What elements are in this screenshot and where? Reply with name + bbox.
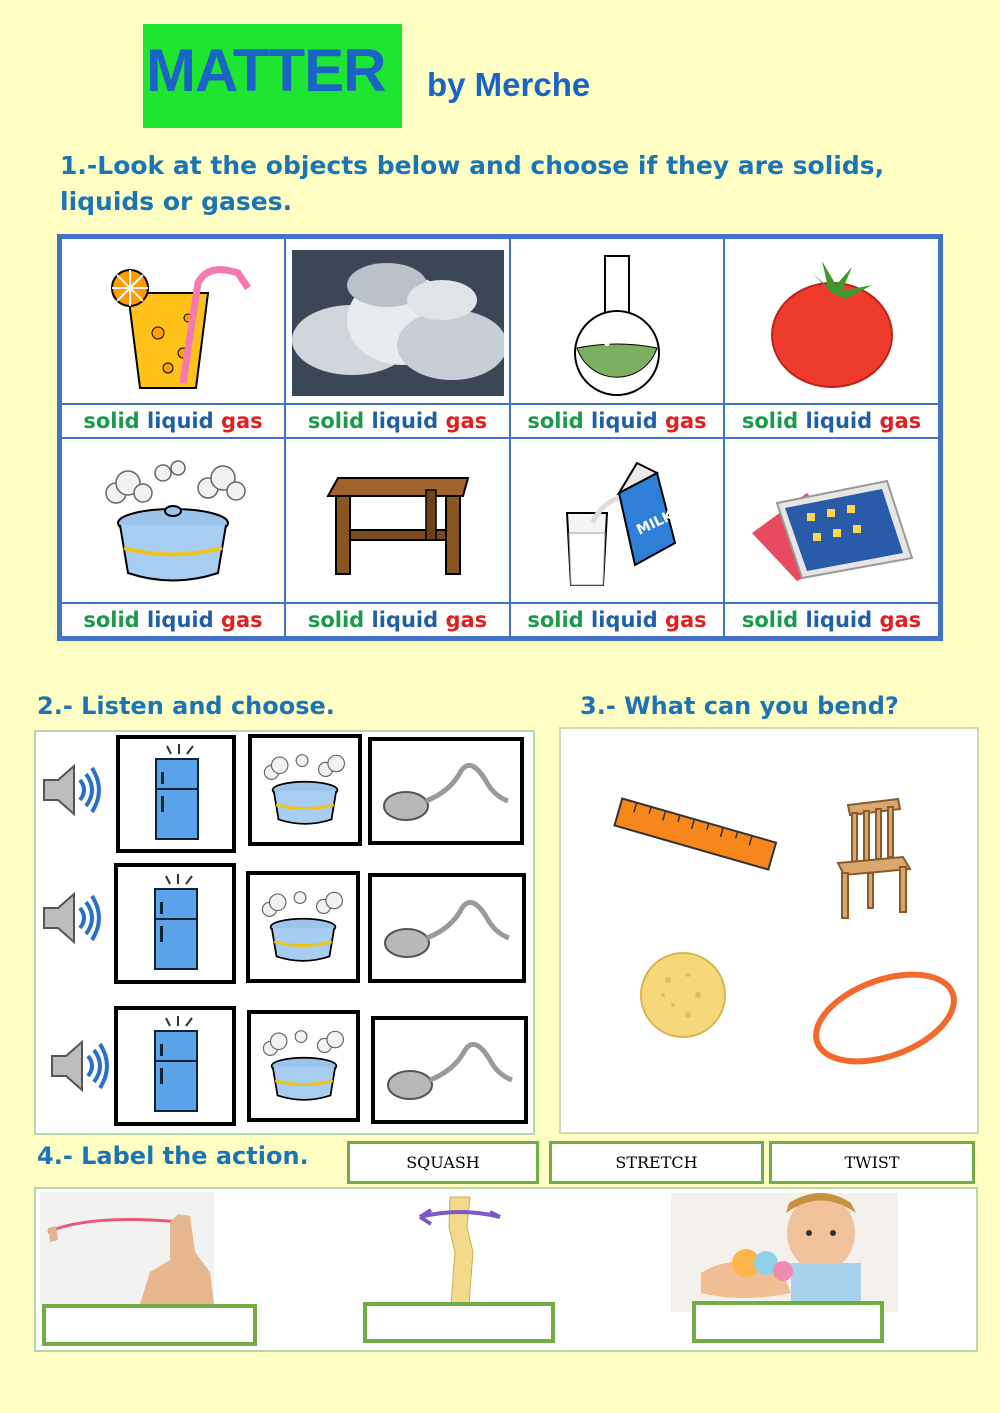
option-liquid[interactable]: liquid: [591, 608, 658, 632]
word-twist[interactable]: TWIST: [769, 1141, 975, 1184]
clouds-icon: [286, 239, 509, 407]
word-stretch[interactable]: STRETCH: [549, 1141, 764, 1184]
option-gas[interactable]: gas: [664, 409, 707, 433]
q1-cell-tablet: [723, 437, 940, 638]
option-solid[interactable]: solid: [741, 409, 799, 433]
squashing-clay-picture: [671, 1193, 898, 1312]
q3-panel: [559, 727, 979, 1134]
q3-instruction: 3.- What can you bend?: [580, 692, 899, 720]
q1-instruction: 1.-Look at the objects below and choose if they are solids, liquids or gases.: [60, 151, 885, 216]
q1-options[interactable]: [286, 403, 509, 437]
option-gas[interactable]: gas: [664, 608, 707, 632]
answer-field-1[interactable]: [42, 1304, 257, 1346]
option-liquid[interactable]: liquid: [371, 608, 439, 632]
choice-spoon[interactable]: [368, 737, 524, 845]
q1-options[interactable]: [725, 403, 938, 437]
option-liquid[interactable]: liquid: [805, 409, 873, 433]
fridge-icon: [141, 744, 211, 844]
bent-spoon-icon: [376, 751, 516, 831]
answer-field-3[interactable]: [692, 1301, 884, 1343]
bent-spoon-icon: [380, 1030, 520, 1110]
speaker-icon[interactable]: [48, 1038, 112, 1098]
choice-spoon[interactable]: [371, 1016, 528, 1124]
page-title: MATTER: [146, 37, 386, 104]
q1-cell-flask: [509, 237, 725, 439]
q1-cell-milk: [509, 437, 725, 638]
flask-icon: [511, 239, 723, 407]
q1-options[interactable]: [286, 602, 509, 636]
option-solid[interactable]: solid: [83, 409, 140, 433]
option-gas[interactable]: gas: [445, 409, 488, 433]
speaker-icon[interactable]: [40, 890, 104, 950]
q1-options[interactable]: [62, 403, 284, 437]
twisting-strip-picture: [395, 1192, 528, 1304]
option-solid[interactable]: solid: [527, 608, 584, 632]
fridge-icon: [140, 874, 210, 974]
steaming-pot-icon: [253, 882, 353, 972]
steaming-pot-icon: [254, 1021, 354, 1111]
q1-cell-table: [284, 437, 511, 638]
milk-icon: [511, 439, 723, 607]
option-liquid[interactable]: liquid: [147, 409, 214, 433]
tablet-icon: [725, 439, 938, 607]
q1-cell-clouds: [284, 237, 511, 439]
option-solid[interactable]: solid: [741, 608, 799, 632]
answer-field-2[interactable]: [363, 1302, 555, 1343]
choice-fridge[interactable]: [116, 735, 236, 853]
byline: by Merche: [427, 66, 591, 103]
speaker-icon[interactable]: [40, 762, 104, 822]
option-solid[interactable]: solid: [527, 409, 584, 433]
option-liquid[interactable]: liquid: [371, 409, 439, 433]
option-solid[interactable]: solid: [83, 608, 140, 632]
q4-instruction: 4.- Label the action.: [37, 1142, 309, 1170]
choice-pot[interactable]: [247, 1010, 360, 1122]
bent-spoon-icon: [377, 888, 517, 968]
option-liquid[interactable]: liquid: [591, 409, 658, 433]
option-gas[interactable]: gas: [445, 608, 488, 632]
word-squash[interactable]: SQUASH: [347, 1141, 539, 1184]
q1-options[interactable]: [511, 602, 723, 636]
svg-text:MILK: MILK: [634, 507, 677, 539]
fridge-icon: [140, 1016, 210, 1116]
q1-options[interactable]: [511, 403, 723, 437]
option-gas[interactable]: gas: [879, 409, 922, 433]
juice-glass-icon: [62, 239, 284, 407]
q1-grid: [57, 234, 943, 641]
q1-cell-juice: [60, 237, 286, 439]
option-gas[interactable]: gas: [220, 608, 263, 632]
table-icon: [286, 439, 509, 607]
chair-icon[interactable]: [828, 795, 918, 924]
choice-pot[interactable]: [248, 734, 362, 846]
rubber-band-icon[interactable]: [805, 968, 965, 1072]
steaming-pot-icon: [255, 745, 355, 835]
tomato-icon: [725, 239, 938, 407]
q2-instruction: 2.- Listen and choose.: [37, 692, 335, 720]
option-liquid[interactable]: liquid: [805, 608, 873, 632]
option-liquid[interactable]: liquid: [147, 608, 214, 632]
option-gas[interactable]: gas: [879, 608, 922, 632]
sponge-icon[interactable]: [638, 950, 728, 1044]
stretching-band-picture: [40, 1192, 214, 1304]
q1-options[interactable]: [725, 602, 938, 636]
option-solid[interactable]: solid: [307, 608, 365, 632]
option-gas[interactable]: gas: [220, 409, 263, 433]
ruler-icon[interactable]: [610, 795, 780, 879]
option-solid[interactable]: solid: [307, 409, 365, 433]
q1-options[interactable]: [62, 602, 284, 636]
choice-fridge[interactable]: [114, 863, 236, 984]
choice-fridge[interactable]: [114, 1006, 236, 1126]
choice-pot[interactable]: [246, 871, 360, 983]
q1-cell-tomato: [723, 237, 940, 439]
choice-spoon[interactable]: [368, 873, 526, 983]
q1-cell-pot: [60, 437, 286, 638]
steaming-pot-icon: [62, 439, 284, 607]
